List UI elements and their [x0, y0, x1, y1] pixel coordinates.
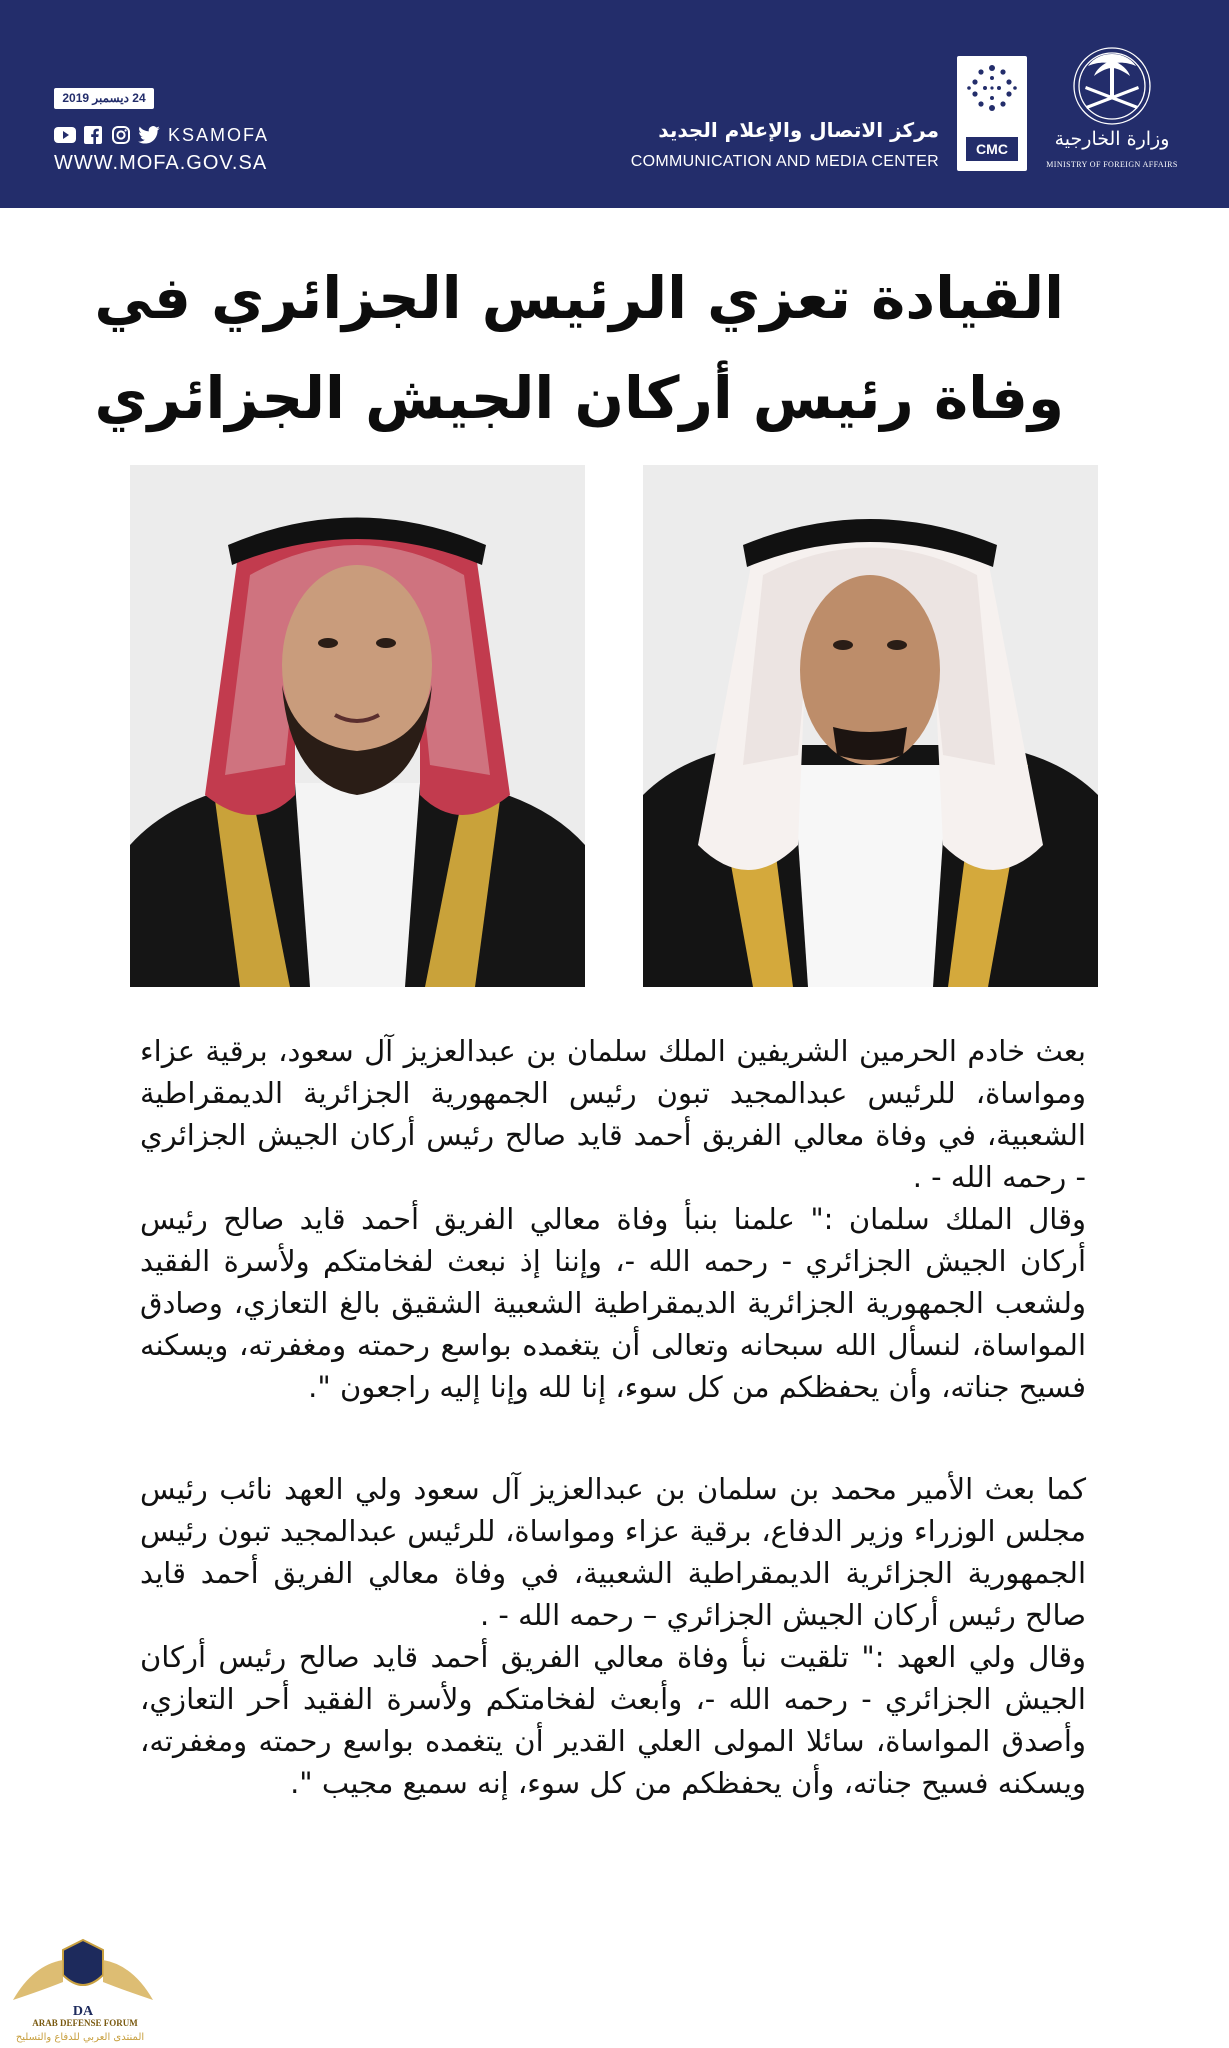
watermark-title: ARAB DEFENSE FORUM [32, 2018, 138, 2028]
twitter-icon[interactable] [138, 125, 160, 145]
paragraph-3: كما بعث الأمير محمد بن سلمان بن عبدالعزيز آل سعود ولي العهد نائب رئيس مجلس الوزراء وزير الدفاع، برقية عزاء ومواساة، للرئيس عبدالمجيد تبون رئيس الجمهورية الجزائرية الديمقراطية الشعبية، في وفاة معالي الفريق أحمد قايد صالح رئيس أركان الجيش الجزائري – رحمه الله - . [140, 1472, 1086, 1632]
crown-prince-portrait [130, 465, 585, 987]
eagle-icon [8, 1920, 158, 2020]
palm-swords-icon [1042, 40, 1182, 130]
website-link[interactable]: WWW.MOFA.GOV.SA [54, 152, 268, 174]
date-badge: 24 ديسمبر 2019 [54, 88, 154, 109]
cmc-name-en: COMMUNICATION AND MEDIA CENTER [630, 153, 939, 170]
instagram-icon[interactable] [110, 125, 132, 145]
cmc-logo-text: CMC [966, 137, 1018, 161]
youtube-icon[interactable] [54, 125, 76, 145]
headline-line-1: القيادة تعزي الرئيس الجزائري في [94, 264, 1064, 332]
headline-line-2: وفاة رئيس أركان الجيش الجزائري [94, 364, 1064, 432]
cmc-logo [957, 56, 1027, 171]
social-handle[interactable]: KSAMOFA [168, 124, 270, 145]
social-links [54, 124, 269, 146]
headline [64, 248, 1064, 448]
paragraph-2: وقال الملك سلمان :" علمنا بنبأ وفاة معالي الفريق أحمد قايد صالح رئيس أركان الجيش الجزائري - رحمه الله -، وإننا إذ نبعث لفخامتكم ولأسرة الفقيد ولشعب الجمهورية الجزائرية الديمقراطية الشعبية الشقيق بالغ التعازي، وصادق المواساة، لنسأل الله سبحانه وتعالى أن يتغمده بواسع رحمته ومغفرته، ويسكنه فسيح جناته، وأن يحفظكم من كل سوء، إنا لله وإنا إليه راجعون ". [140, 1202, 1086, 1404]
cmc-dots-icon [957, 56, 1027, 136]
cmc-name-ar: مركز الاتصال والإعلام الجديد [658, 118, 939, 142]
paragraph-4: وقال ولي العهد :" تلقيت نبأ وفاة معالي الفريق أحمد قايد صالح رئيس أركان الجيش الجزائري - رحمه الله -، وأبعث لفخامتكم ولأسرة الفقيد أحر التعازي، وأصدق المواساة، سائلا المولى العلي القدير أن يتغمده بواسع رحمته ومغفرته، ويسكنه فسيح جناته، وأن يحفظكم من كل سوء، إنه سميع مجيب ". [140, 1640, 1086, 1800]
header-bar [0, 0, 1229, 208]
watermark-subtitle: المنتدى العربي للدفاع والتسليح [15, 2032, 145, 2043]
ministry-name-ar: وزارة الخارجية [1054, 128, 1170, 150]
ministry-emblem [1042, 40, 1182, 180]
ministry-name-en: MINISTRY OF FOREIGN AFFAIRS [1046, 160, 1178, 169]
paragraph-1: بعث خادم الحرمين الشريفين الملك سلمان بن عبدالعزيز آل سعود، برقية عزاء ومواساة، للرئيس عبدالمجيد تبون رئيس الجمهورية الجزائرية الديمقراطية الشعبية، في وفاة معالي الفريق أحمد قايد صالح رئيس أركان الجيش الجزائري - رحمه الله - . [140, 1034, 1086, 1194]
king-portrait [643, 465, 1098, 987]
facebook-icon[interactable] [82, 125, 104, 145]
article-body [140, 1030, 1086, 1804]
svg-text:DA: DA [72, 2004, 94, 2019]
